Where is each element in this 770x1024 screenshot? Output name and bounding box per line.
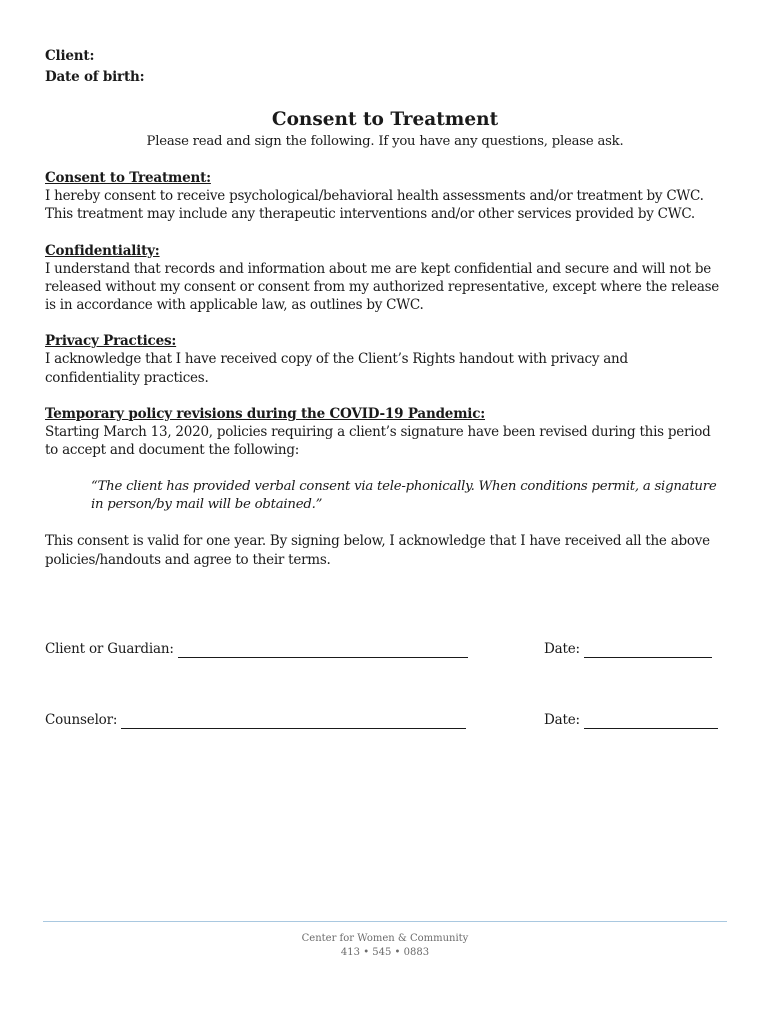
section-covid-policy [45,405,725,460]
section-body: Starting March 13, 2020, policies requiring a client’s signature have been revised during this period to accept and document the following: [45,424,711,459]
consent-document [45,46,725,569]
client-date-label: Date: [544,641,580,657]
client-guardian-label: Client or Guardian: [45,641,174,657]
footer-org-name: Center for Women & Community [301,933,469,944]
validity-statement: This consent is valid for one year. By signing below, I acknowledge that I have received all the above policies/handouts and agree to their terms. [45,533,710,568]
counselor-date-line[interactable] [584,714,718,729]
section-heading: Confidentiality: [45,242,160,259]
footer-phone: 413 • 545 • 0883 [340,947,430,958]
document-title: Consent to Treatment [271,109,499,130]
verbal-consent-quote: “The client has provided verbal consent via tele-phonically. When conditions permit, a signature in person/by mail will be obtained.” [91,478,717,512]
counselor-signature-line[interactable] [121,714,466,729]
section-body: I acknowledge that I have received copy of the Client’s Rights handout with privacy and confidentiality practices. [45,351,628,386]
section-confidentiality [45,242,725,315]
section-consent [45,169,725,224]
section-body: I understand that records and information about me are kept confidential and secure and will not be released without my consent or consent from my authorized representative, except where the release is in accordance with applicable law, as outlines by CWC. [45,260,720,314]
footer [0,932,770,960]
section-heading: Temporary policy revisions during the COVID-19 Pandemic: [45,406,486,423]
section-body: I hereby consent to receive psychological/behavioral health assessments and/or treatment by CWC. This treatment may include any therapeutic interventions and/or other services provided by CWC. [45,188,704,223]
dob-label: Date of birth: [45,69,145,85]
section-privacy [45,332,725,387]
section-heading: Consent to Treatment: [45,170,211,186]
section-heading: Privacy Practices: [45,333,177,350]
counselor-date-label: Date: [544,712,580,728]
client-label: Client: [45,48,95,64]
counselor-label: Counselor: [45,712,118,728]
client-date-line[interactable] [584,643,712,658]
footer-divider [43,921,727,922]
document-subtitle: Please read and sign the following. If you have any questions, please ask. [146,134,624,149]
client-guardian-signature-line[interactable] [178,643,468,658]
